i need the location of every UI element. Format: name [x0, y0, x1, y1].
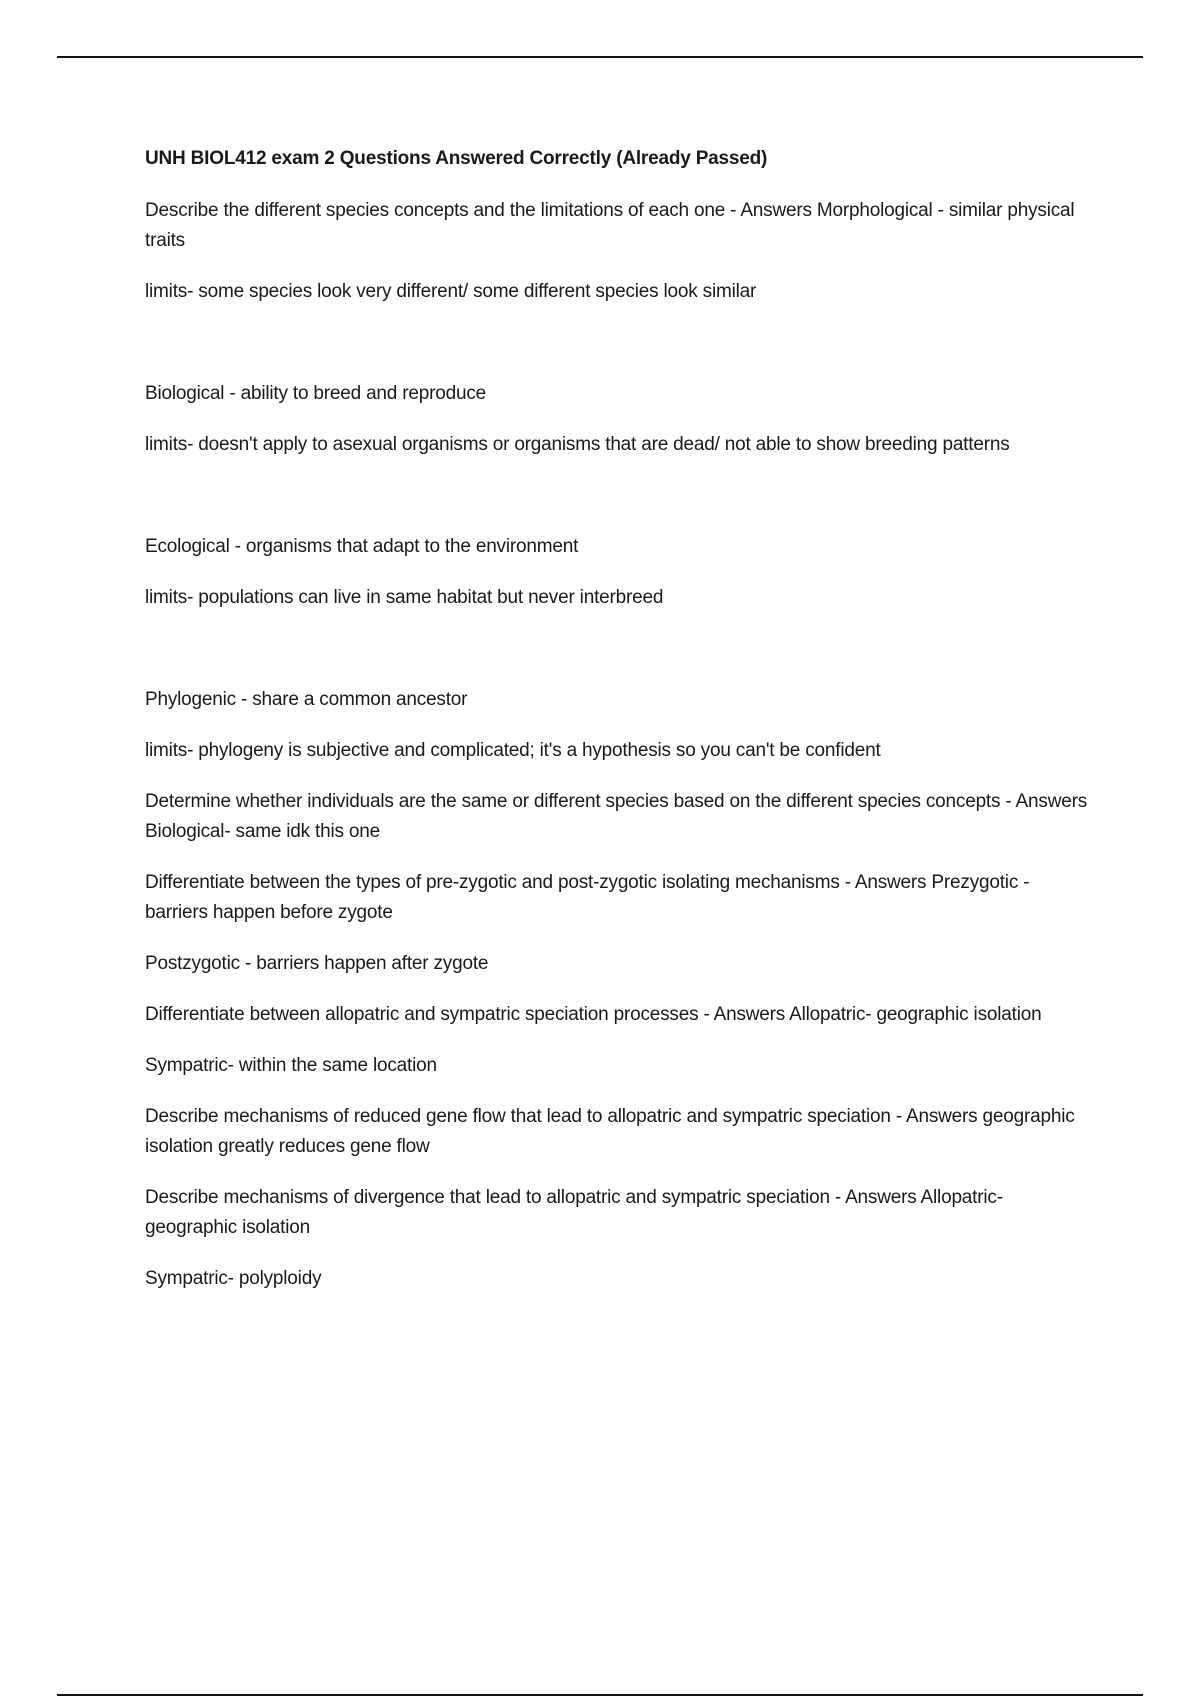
paragraph: Describe mechanisms of reduced gene flow that lead to allopatric and sympatric speciation - Answers geographic isolation greatly reduces gene flow: [145, 1106, 1075, 1157]
paragraph: Differentiate between the types of pre-zygotic and post-zygotic isolating mechanisms - Answers Prezygotic - barriers happen before zygote: [145, 872, 1030, 923]
paragraph: Postzygotic - barriers happen after zygote: [145, 953, 489, 974]
spacer: [145, 634, 1095, 685]
document-body: [145, 146, 1095, 1315]
paragraph: Biological - ability to breed and reproduce: [145, 383, 486, 404]
paragraph: Describe mechanisms of divergence that lead to allopatric and sympatric speciation - Answers Allopatric- geographic isolation: [145, 1187, 1003, 1238]
spacer: [145, 481, 1095, 532]
paragraph: Differentiate between allopatric and sympatric speciation processes - Answers Allopatric- geographic isolation: [145, 1004, 1042, 1025]
paragraph: limits- phylogeny is subjective and complicated; it's a hypothesis so you can't be confident: [145, 740, 881, 761]
paragraph: Sympatric- within the same location: [145, 1055, 437, 1076]
paragraph: Determine whether individuals are the same or different species based on the different species concepts - Answers Biological- same idk this one: [145, 791, 1088, 842]
spacer: [145, 328, 1095, 379]
page-top-rule: [57, 56, 1143, 58]
paragraph: Describe the different species concepts and the limitations of each one - Answers Morphological - similar physical traits: [145, 200, 1075, 251]
paragraph: limits- doesn't apply to asexual organisms or organisms that are dead/ not able to show breeding patterns: [145, 434, 1010, 455]
paragraph: Phylogenic - share a common ancestor: [145, 689, 468, 710]
page-bottom-rule: [57, 1694, 1143, 1696]
paragraph: limits- populations can live in same habitat but never interbreed: [145, 587, 664, 608]
document-title: UNH BIOL412 exam 2 Questions Answered Correctly (Already Passed): [145, 148, 768, 169]
paragraph: Ecological - organisms that adapt to the environment: [145, 536, 579, 557]
paragraph: limits- some species look very different/ some different species look similar: [145, 281, 757, 302]
paragraph: Sympatric- polyploidy: [145, 1268, 322, 1289]
